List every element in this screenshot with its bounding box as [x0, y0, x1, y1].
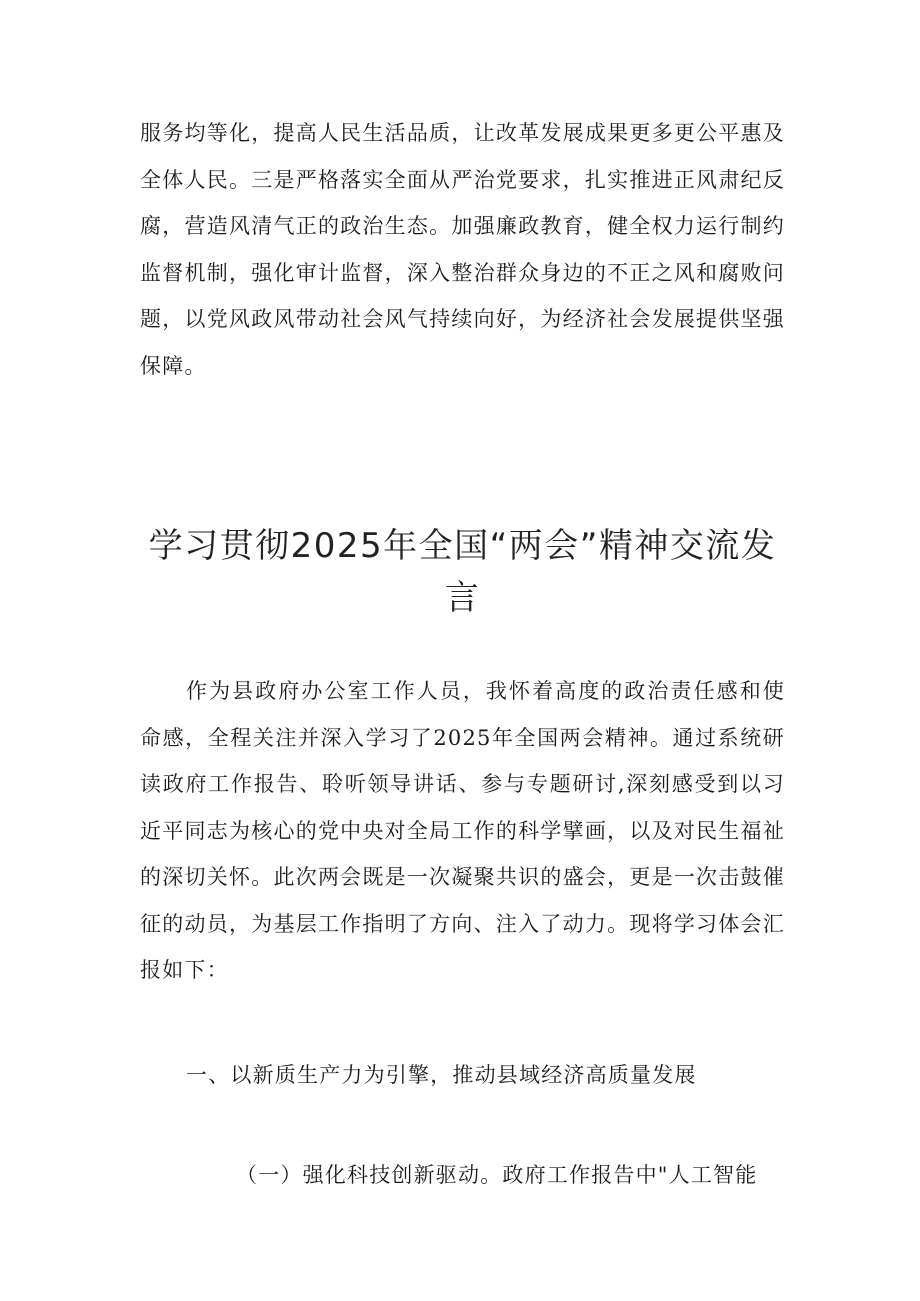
subsection-heading: （一）强化科技创新驱动。政府工作报告中"人工智能 [236, 1163, 758, 1187]
intro-paragraph: 作为县政府办公室工作人员，我怀着高度的政治责任感和使命感，全程关注并深入学习了2025年全国两会精神。通过系统研读政府工作报告、聆听领导讲话、参与专题研讨,深刻感受到以习近平同志为核心的党中央对全局工作的科学擘画，以及对民生福祉的深切关怀。此次两会既是一次凝聚共识的盛会，更是一次击鼓催征的动员，为基层工作指明了方向、注入了动力。现将学习体会汇报如下： [140, 679, 785, 982]
section-heading: 一、以新质生产力为引擎，推动县域经济高质量发展 [186, 1063, 697, 1087]
document-title: 学习贯彻2025年全国“两会”精神交流发言 [148, 526, 777, 618]
continuation-paragraph: 服务均等化，提高人民生活品质，让改革发展成果更多更公平惠及全体人民。三是严格落实全面从严治党要求，扎实推进正风肃纪反腐，营造风清气正的政治生态。加强廉政教育，健全权力运行制约监督机制，强化审计监督，深入整治群众身边的不正之风和腐败问题，以党风政风带动社会风气持续向好，为经济社会发展提供坚强保障。 [140, 121, 785, 378]
